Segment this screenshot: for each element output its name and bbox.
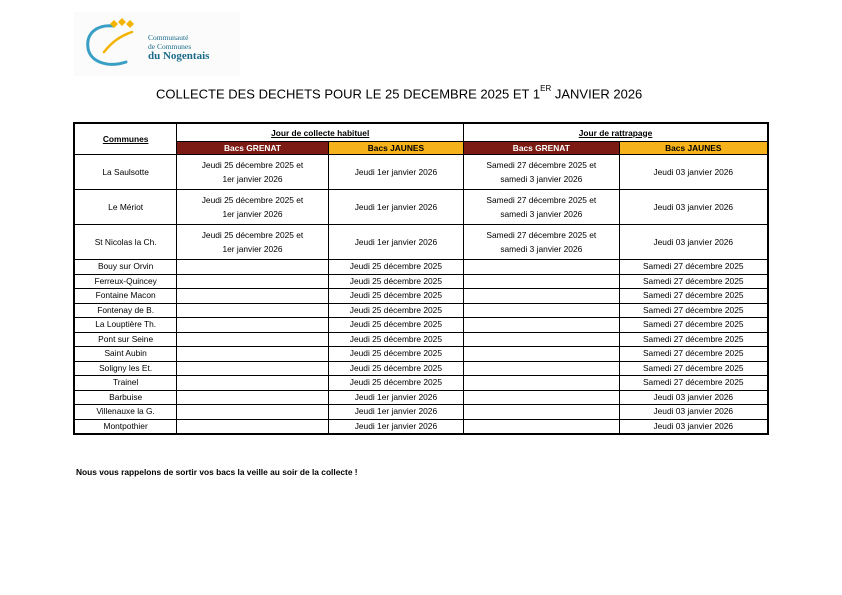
habituel-grenat-cell xyxy=(177,405,328,420)
commune-name: Saint Aubin xyxy=(75,347,177,362)
rattrapage-jaunes-header: Bacs JAUNES xyxy=(619,142,767,155)
rattrapage-grenat-cell xyxy=(464,318,619,333)
rattrapage-jaunes-cell: Jeudi 03 janvier 2026 xyxy=(619,190,767,225)
table-row xyxy=(75,190,768,225)
rattrapage-jaunes-cell: Jeudi 03 janvier 2026 xyxy=(619,225,767,260)
table-row xyxy=(75,390,768,405)
rattrapage-jaunes-cell: Jeudi 03 janvier 2026 xyxy=(619,405,767,420)
rattrapage-grenat-cell xyxy=(464,405,619,420)
rattrapage-grenat-header: Bacs GRENAT xyxy=(464,142,619,155)
rattrapage-jaunes-cell: Samedi 27 décembre 2025 xyxy=(619,318,767,333)
habituel-jaunes-cell: Jeudi 1er janvier 2026 xyxy=(328,155,463,190)
rattrapage-grenat-cell xyxy=(464,190,619,225)
date-line: Jeudi 25 décembre 2025 et xyxy=(201,230,304,240)
habituel-jaunes-cell: Jeudi 1er janvier 2026 xyxy=(328,190,463,225)
date-line: Samedi 27 décembre 2025 et xyxy=(486,195,597,205)
date-line: 1er janvier 2026 xyxy=(222,209,283,219)
commune-name: Villenauxe la G. xyxy=(75,405,177,420)
date-line: Samedi 27 décembre 2025 et xyxy=(486,160,597,170)
habituel-jaunes-cell: Jeudi 25 décembre 2025 xyxy=(328,361,463,376)
rattrapage-grenat-cell xyxy=(464,303,619,318)
collection-schedule-table xyxy=(74,123,768,434)
rattrapage-group-header: Jour de rattrapage xyxy=(464,124,768,142)
table-row xyxy=(75,332,768,347)
habituel-jaunes-cell: Jeudi 25 décembre 2025 xyxy=(328,332,463,347)
habituel-jaunes-cell: Jeudi 25 décembre 2025 xyxy=(328,303,463,318)
date-line: 1er janvier 2026 xyxy=(222,174,283,184)
commune-name: Fontaine Macon xyxy=(75,289,177,304)
habituel-grenat-cell xyxy=(177,332,328,347)
habituel-jaunes-cell: Jeudi 1er janvier 2026 xyxy=(328,390,463,405)
rattrapage-grenat-cell xyxy=(464,155,619,190)
habituel-jaunes-cell: Jeudi 25 décembre 2025 xyxy=(328,289,463,304)
table-row xyxy=(75,419,768,434)
rattrapage-jaunes-cell: Samedi 27 décembre 2025 xyxy=(619,376,767,391)
commune-name: St Nicolas la Ch. xyxy=(75,225,177,260)
date-line: 1er janvier 2026 xyxy=(222,244,283,254)
table-row xyxy=(75,318,768,333)
rattrapage-jaunes-cell: Jeudi 03 janvier 2026 xyxy=(619,390,767,405)
commune-name: La Saulsotte xyxy=(75,155,177,190)
habituel-grenat-cell xyxy=(177,225,328,260)
rattrapage-jaunes-cell: Samedi 27 décembre 2025 xyxy=(619,347,767,362)
date-line: Jeudi 25 décembre 2025 et xyxy=(201,195,304,205)
rattrapage-grenat-cell xyxy=(464,390,619,405)
rattrapage-jaunes-cell: Samedi 27 décembre 2025 xyxy=(619,274,767,289)
rattrapage-grenat-cell xyxy=(464,225,619,260)
date-line: samedi 3 janvier 2026 xyxy=(500,174,583,184)
rattrapage-jaunes-cell: Samedi 27 décembre 2025 xyxy=(619,260,767,275)
table-row xyxy=(75,361,768,376)
table-row xyxy=(75,405,768,420)
rattrapage-jaunes-cell: Jeudi 03 janvier 2026 xyxy=(619,419,767,434)
habituel-jaunes-cell: Jeudi 25 décembre 2025 xyxy=(328,318,463,333)
habituel-jaunes-cell: Jeudi 25 décembre 2025 xyxy=(328,274,463,289)
title-end: JANVIER 2026 xyxy=(551,86,643,102)
rattrapage-grenat-cell xyxy=(464,347,619,362)
table-row xyxy=(75,303,768,318)
commune-name: Bouy sur Orvin xyxy=(75,260,177,275)
table-row xyxy=(75,155,768,190)
habituel-grenat-cell xyxy=(177,155,328,190)
rattrapage-jaunes-cell: Samedi 27 décembre 2025 xyxy=(619,303,767,318)
rattrapage-grenat-cell xyxy=(464,332,619,347)
date-line: samedi 3 janvier 2026 xyxy=(500,244,583,254)
table-row xyxy=(75,274,768,289)
habituel-jaunes-cell: Jeudi 25 décembre 2025 xyxy=(328,260,463,275)
rattrapage-jaunes-cell: Samedi 27 décembre 2025 xyxy=(619,289,767,304)
logo-line-2: de Communes xyxy=(148,41,192,51)
habituel-grenat-cell xyxy=(177,260,328,275)
page-title xyxy=(156,86,642,101)
habituel-grenat-cell xyxy=(177,289,328,304)
rattrapage-jaunes-cell: Samedi 27 décembre 2025 xyxy=(619,332,767,347)
habituel-jaunes-cell: Jeudi 1er janvier 2026 xyxy=(328,419,463,434)
rattrapage-jaunes-cell: Jeudi 03 janvier 2026 xyxy=(619,155,767,190)
habituel-grenat-header: Bacs GRENAT xyxy=(177,142,328,155)
habituel-grenat-cell xyxy=(177,274,328,289)
commune-name: Fontenay de B. xyxy=(75,303,177,318)
title-superscript: ER xyxy=(540,84,552,93)
communes-header: Communes xyxy=(75,124,177,155)
commune-name: La Louptière Th. xyxy=(75,318,177,333)
rattrapage-grenat-cell xyxy=(464,361,619,376)
commune-name: Le Mériot xyxy=(75,190,177,225)
table-row xyxy=(75,289,768,304)
table-row xyxy=(75,347,768,362)
table-row xyxy=(75,260,768,275)
habituel-grenat-cell xyxy=(177,190,328,225)
habituel-jaunes-cell: Jeudi 25 décembre 2025 xyxy=(328,347,463,362)
habituel-jaunes-header: Bacs JAUNES xyxy=(328,142,463,155)
date-line: samedi 3 janvier 2026 xyxy=(500,209,583,219)
habituel-grenat-cell xyxy=(177,318,328,333)
table-row xyxy=(75,225,768,260)
commune-name: Trainel xyxy=(75,376,177,391)
logo xyxy=(74,12,240,76)
date-line: Jeudi 25 décembre 2025 et xyxy=(201,160,304,170)
table-row xyxy=(75,376,768,391)
commune-name: Pont sur Seine xyxy=(75,332,177,347)
commune-name: Barbuise xyxy=(75,390,177,405)
habituel-grenat-cell xyxy=(177,419,328,434)
rattrapage-grenat-cell xyxy=(464,274,619,289)
habituel-jaunes-cell: Jeudi 25 décembre 2025 xyxy=(328,376,463,391)
logo-line-3: du Nogentais xyxy=(148,50,210,62)
habituel-grenat-cell xyxy=(177,347,328,362)
habituel-jaunes-cell: Jeudi 1er janvier 2026 xyxy=(328,225,463,260)
footnote: Nous vous rappelons de sortir vos bacs la veille au soir de la collecte ! xyxy=(76,467,358,477)
habituel-group-header: Jour de collecte habituel xyxy=(177,124,464,142)
commune-name: Ferreux-Quincey xyxy=(75,274,177,289)
habituel-grenat-cell xyxy=(177,390,328,405)
logo-line-1: Communauté xyxy=(148,33,189,42)
commune-name: Montpothier xyxy=(75,419,177,434)
habituel-grenat-cell xyxy=(177,376,328,391)
rattrapage-grenat-cell xyxy=(464,419,619,434)
habituel-grenat-cell xyxy=(177,361,328,376)
habituel-jaunes-cell: Jeudi 1er janvier 2026 xyxy=(328,405,463,420)
rattrapage-grenat-cell xyxy=(464,376,619,391)
commune-name: Soligny les Et. xyxy=(75,361,177,376)
rattrapage-grenat-cell xyxy=(464,289,619,304)
date-line: Samedi 27 décembre 2025 et xyxy=(486,230,597,240)
title-main: COLLECTE DES DECHETS POUR LE 25 DECEMBRE 2025 ET 1 xyxy=(156,86,541,102)
habituel-grenat-cell xyxy=(177,303,328,318)
rattrapage-jaunes-cell: Samedi 27 décembre 2025 xyxy=(619,361,767,376)
rattrapage-grenat-cell xyxy=(464,260,619,275)
